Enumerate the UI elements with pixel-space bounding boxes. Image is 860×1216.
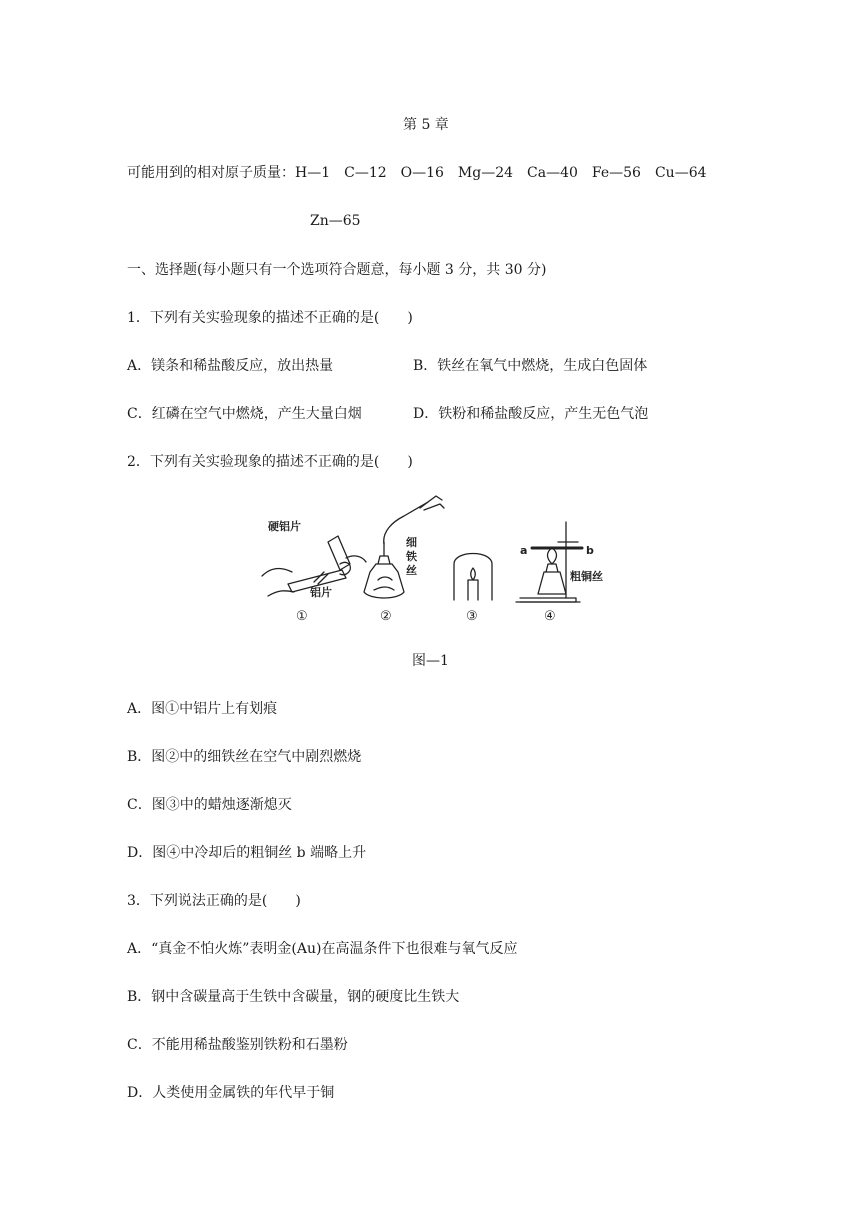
label-aluminum: 铝片 — [310, 586, 332, 599]
question-2-option-c: C．图③中的蜡烛逐渐熄灭 — [127, 797, 292, 813]
question-2-option-d: D．图④中冷却后的粗铜丝 b 端略上升 — [127, 845, 367, 861]
experiment-illustration — [258, 492, 618, 624]
question-2-option-a: A．图①中铝片上有划痕 — [127, 701, 278, 717]
question-1-option-d: D．铁粉和稀盐酸反应，产生无色气泡 — [413, 406, 649, 422]
experiment-figure — [258, 492, 618, 624]
question-1-option-b: B．铁丝在氧气中燃烧，生成白色固体 — [413, 358, 648, 374]
question-3-option-c: C．不能用稀盐酸鉴别铁粉和石墨粉 — [127, 1037, 348, 1053]
question-2-option-b: B．图②中的细铁丝在空气中剧烈燃烧 — [127, 749, 362, 765]
panel-label-2: ② — [380, 609, 392, 624]
label-fine-iron-wire-2: 铁 — [406, 550, 417, 563]
panel-3-drawing — [454, 554, 492, 601]
panel-label-3: ③ — [466, 609, 478, 624]
question-3-option-b: B．钢中含碳量高于生铁中含碳量，钢的硬度比生铁大 — [127, 989, 460, 1005]
atomic-masses-line-2: Zn—65 — [310, 213, 361, 229]
panel-label-4: ④ — [544, 609, 556, 624]
figure-caption: 图—1 — [412, 653, 449, 669]
section-title: 一、选择题(每小题只有一个选项符合题意，每小题 3 分，共 30 分) — [127, 262, 547, 278]
label-hard-aluminum: 硬铝片 — [268, 520, 301, 533]
chapter-title: 第 5 章 — [403, 117, 449, 133]
question-2-stem: 2．下列有关实验现象的描述不正确的是( ) — [127, 454, 413, 470]
question-3-option-a: A．“真金不怕火炼”表明金(Au)在高温条件下也很难与氧气反应 — [127, 941, 518, 957]
question-1-option-c: C．红磷在空气中燃烧，产生大量白烟 — [127, 406, 362, 422]
question-1-option-a: A．镁条和稀盐酸反应，放出热量 — [127, 358, 334, 374]
question-1-stem: 1．下列有关实验现象的描述不正确的是( ) — [127, 310, 413, 326]
panel-label-1: ① — [296, 609, 308, 624]
question-3-stem: 3．下列说法正确的是( ) — [127, 893, 301, 909]
question-3-option-d: D．人类使用金属铁的年代早于铜 — [127, 1085, 335, 1101]
label-a: a — [520, 544, 528, 557]
label-fine-iron-wire-3: 丝 — [406, 564, 417, 577]
label-b: b — [586, 544, 594, 557]
label-coarse-copper-wire: 粗铜丝 — [570, 570, 603, 583]
panel-2-drawing — [364, 496, 444, 598]
atomic-masses-line-1: 可能用到的相对原子质量：H—1 C—12 O—16 Mg—24 Ca—40 Fe—56 Cu—64 — [127, 165, 707, 181]
panel-4-drawing — [516, 522, 582, 602]
label-fine-iron-wire-1: 细 — [406, 536, 417, 549]
